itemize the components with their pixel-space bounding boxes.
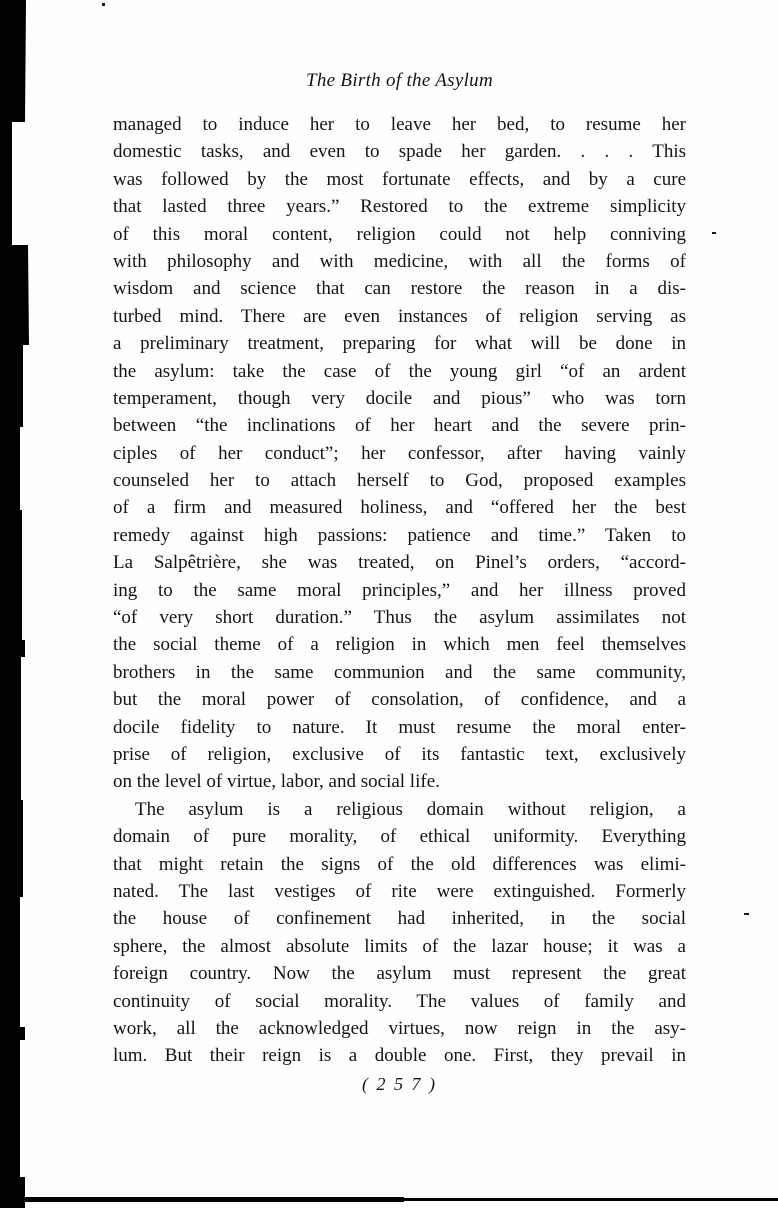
- page-number: ( 2 5 7 ): [362, 1074, 437, 1094]
- text-line: remedy against high passions: patience and time.” Taken to: [113, 524, 686, 546]
- text-line: of a firm and measured holiness, and “offered her the best: [113, 497, 686, 519]
- text-line: prise of religion, exclusive of its fantastic text, exclusively: [113, 743, 686, 765]
- text-line: continuity of social morality. The values of family and: [113, 990, 686, 1012]
- text-line: foreign country. Now the asylum must represent the great: [113, 963, 686, 985]
- text-line: the asylum: take the case of the young girl “of an ardent: [113, 360, 686, 382]
- text-line: ing to the same moral principles,” and her illness proved: [113, 579, 686, 601]
- text-line: of this moral content, religion could not help conniving: [113, 223, 686, 245]
- text-line: turbed mind. There are even instances of religion serving as: [113, 305, 686, 327]
- text-line: a preliminary treatment, preparing for what will be done in: [113, 333, 686, 355]
- text-line: brothers in the same communion and the same community,: [113, 661, 686, 683]
- text-line: that might retain the signs of the old differences was elimi-: [113, 853, 686, 875]
- text-line: the social theme of a religion in which men feel themselves: [113, 634, 686, 656]
- text-line: managed to induce her to leave her bed, to resume her: [113, 114, 686, 135]
- text-line: that lasted three years.” Restored to the extreme simplicity: [113, 196, 686, 218]
- text-line: nated. The last vestiges of rite were extinguished. Formerly: [113, 880, 686, 902]
- text-line: sphere, the almost absolute limits of the lazar house; it was a: [113, 935, 686, 957]
- text-line: the house of confinement had inherited, in the social: [113, 908, 686, 930]
- text-line: work, all the acknowledged virtues, now reign in the asy-: [113, 1017, 686, 1039]
- ink-speck-artifact: [744, 913, 749, 915]
- ink-speck-artifact: [102, 3, 105, 6]
- text-line: La Salpêtrière, she was treated, on Pinel’s orders, “accord-: [113, 552, 686, 574]
- text-line: domestic tasks, and even to spade her garden. . . . This: [113, 141, 686, 163]
- running-header: The Birth of the Asylum: [305, 70, 494, 91]
- text-line: between “the inclinations of her heart and the severe prin-: [113, 415, 686, 437]
- text-line: The asylum is a religious domain without religion, a: [135, 798, 686, 820]
- text-line: counseled her to attach herself to God, proposed examples: [113, 470, 686, 492]
- ink-speck-artifact: [712, 232, 716, 234]
- scan-edge-artifact: [404, 1198, 778, 1201]
- scan-edge-artifact: [14, 1197, 404, 1202]
- text-line: but the moral power of consolation, of confidence, and a: [113, 689, 686, 711]
- body-text: [113, 111, 686, 1070]
- binding-shadow-artifact: [0, 0, 40, 1208]
- text-line: was followed by the most fortunate effects, and by a cure: [113, 168, 686, 190]
- text-line: lum. But their reign is a double one. First, they prevail in: [113, 1045, 686, 1067]
- text-line: “of very short duration.” Thus the asylum assimilates not: [113, 607, 686, 629]
- text-line: on the level of virtue, labor, and social life.: [113, 771, 440, 793]
- text-line: temperament, though very docile and pious” who was torn: [113, 387, 686, 409]
- text-line: docile fidelity to nature. It must resume the moral enter-: [113, 716, 686, 738]
- text-line: domain of pure morality, of ethical uniformity. Everything: [113, 826, 686, 848]
- text-line: with philosophy and with medicine, with all the forms of: [113, 250, 686, 272]
- text-line: wisdom and science that can restore the reason in a dis-: [113, 278, 686, 300]
- text-line: ciples of her conduct”; her confessor, after having vainly: [113, 442, 686, 464]
